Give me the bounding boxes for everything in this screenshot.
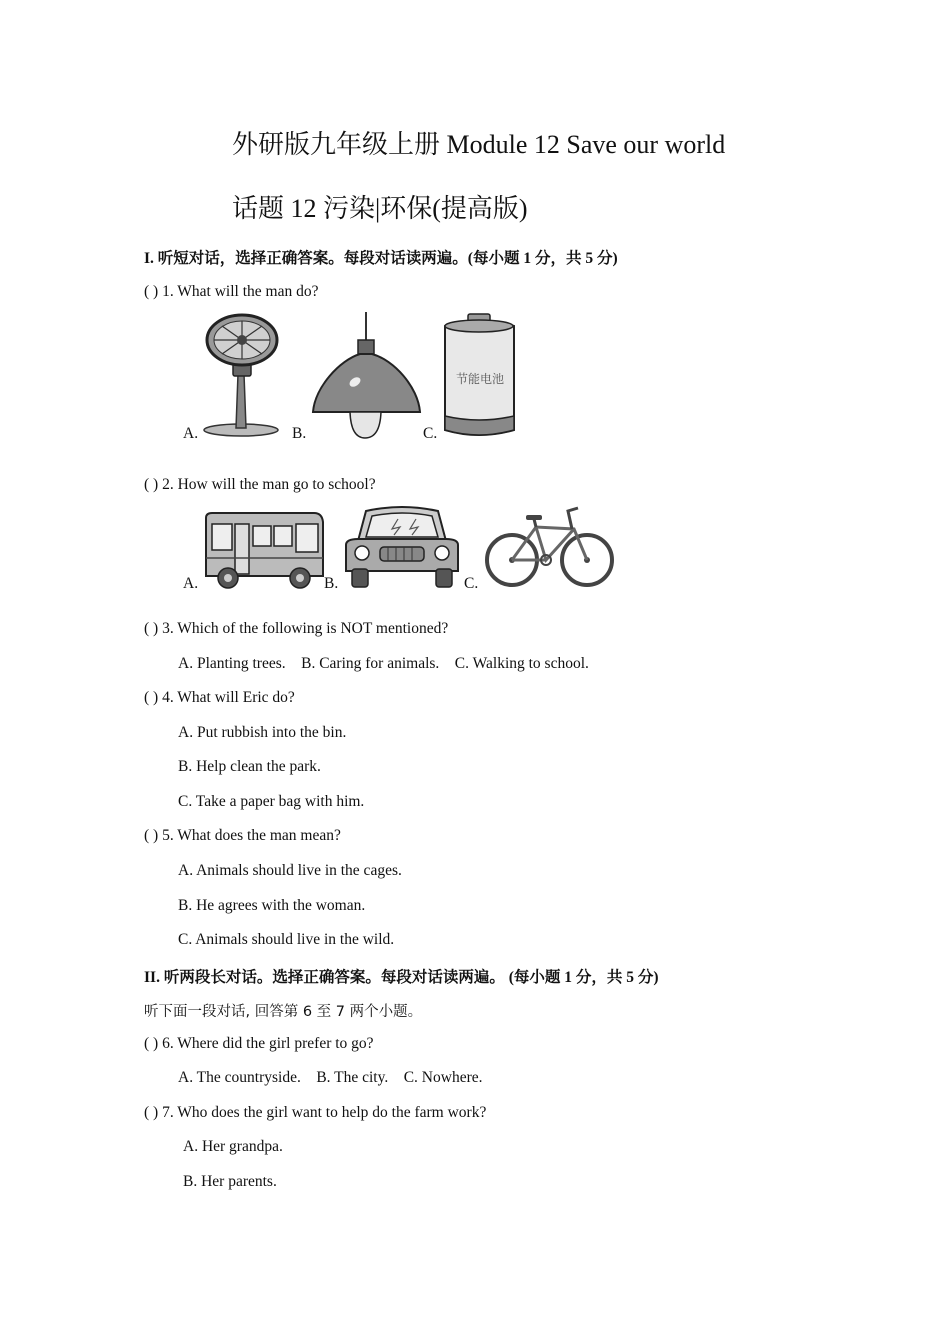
bus-icon xyxy=(202,510,326,590)
q2-label-c: C. xyxy=(464,575,479,592)
question-4: ( ) 4. What will Eric do? xyxy=(144,689,295,706)
question-2: ( ) 2. How will the man go to school? xyxy=(144,476,376,493)
question-7-option-a: A. Her grandpa. xyxy=(183,1138,283,1155)
lamp-icon xyxy=(310,312,425,440)
question-7: ( ) 7. Who does the girl want to help do the farm work? xyxy=(144,1104,487,1121)
q1-label-b: B. xyxy=(292,425,307,442)
question-4-option-c: C. Take a paper bag with him. xyxy=(178,793,365,810)
battery-icon xyxy=(442,312,518,440)
question-3-options: A. Planting trees. B. Caring for animals. C. Walking to school. xyxy=(178,655,589,672)
question-6: ( ) 6. Where did the girl prefer to go? xyxy=(144,1035,374,1052)
question-5: ( ) 5. What does the man mean? xyxy=(144,827,341,844)
bicycle-icon xyxy=(484,505,616,590)
question-7-option-b: B. Her parents. xyxy=(183,1173,277,1190)
car-icon xyxy=(342,505,462,590)
q1-label-c: C. xyxy=(423,425,438,442)
page-subtitle: 话题 12 污染|环保(提高版) xyxy=(232,194,528,223)
page-title: 外研版九年级上册 Module 12 Save our world xyxy=(232,130,726,159)
section-1-heading: I. 听短对话，选择正确答案。每段对话读两遍。(每小题 1 分，共 5 分) xyxy=(144,250,618,267)
q2-label-b: B. xyxy=(324,575,339,592)
section-2-instruction: 听下面一段对话, 回答第 6 至 7 两个小题。 xyxy=(144,1004,423,1020)
question-3: ( ) 3. Which of the following is NOT mentioned? xyxy=(144,620,449,637)
question-5-option-a: A. Animals should live in the cages. xyxy=(178,862,402,879)
question-4-option-a: A. Put rubbish into the bin. xyxy=(178,724,347,741)
question-1: ( ) 1. What will the man do? xyxy=(144,283,319,300)
electric-fan-icon xyxy=(202,312,284,442)
question-5-option-c: C. Animals should live in the wild. xyxy=(178,931,395,948)
q1-label-a: A. xyxy=(183,425,199,442)
question-6-options: A. The countryside. B. The city. C. Nowhere. xyxy=(178,1069,483,1086)
question-5-option-b: B. He agrees with the woman. xyxy=(178,897,366,914)
section-2-heading: II. 听两段长对话。选择正确答案。每段对话读两遍。 (每小题 1 分，共 5 分) xyxy=(144,969,659,986)
q2-label-a: A. xyxy=(183,575,199,592)
question-4-option-b: B. Help clean the park. xyxy=(178,758,321,775)
svg-text:节能电池: 节能电池 xyxy=(455,372,505,386)
